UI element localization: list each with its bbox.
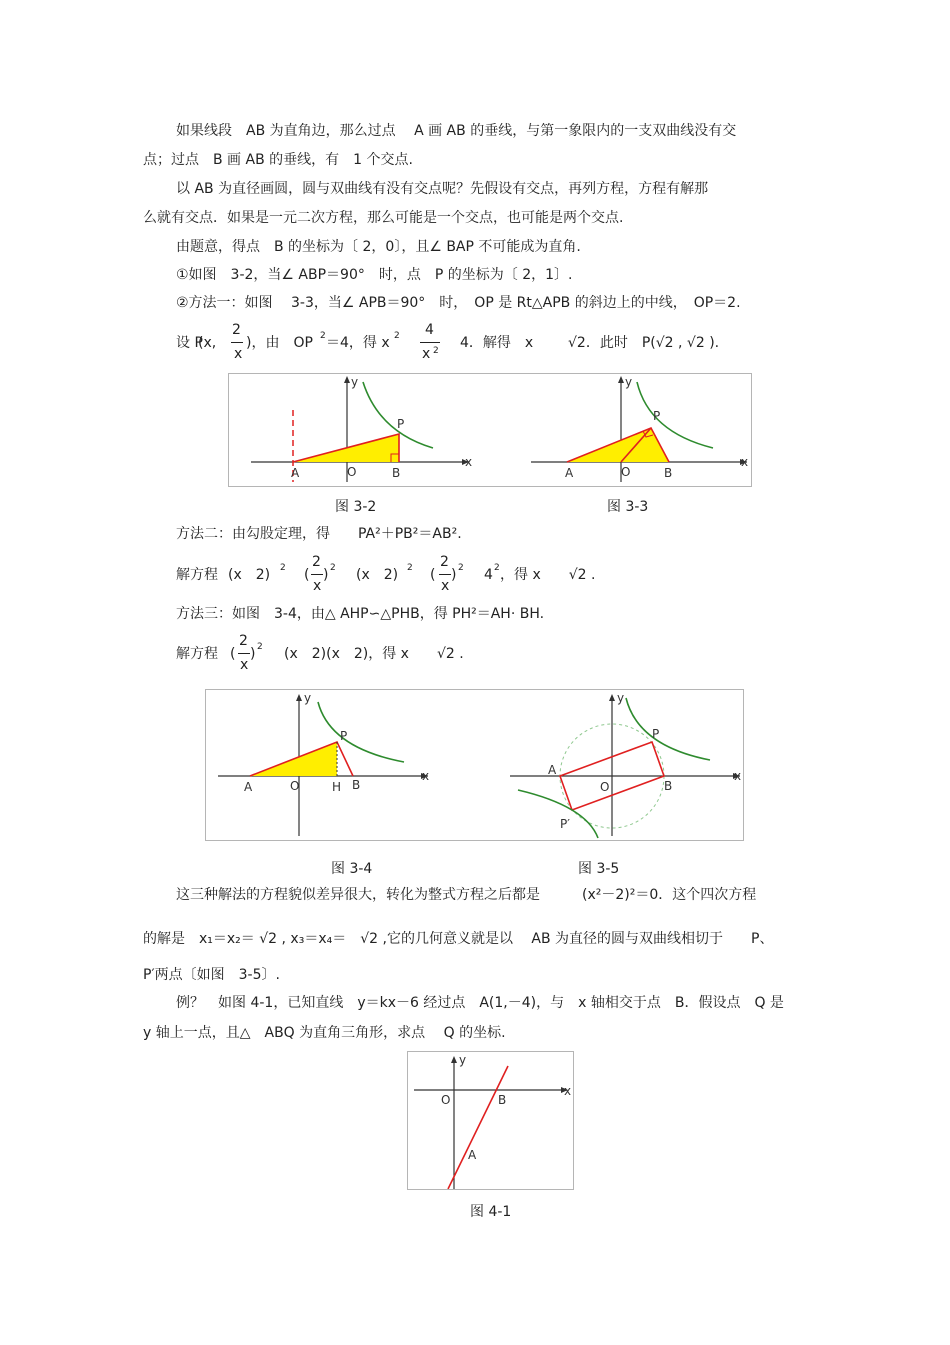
caption-fig-3-3: 图 3-3 xyxy=(607,499,649,515)
fraction-numerator: 2 xyxy=(440,554,449,570)
y-axis-arrow xyxy=(618,376,624,383)
fraction-denominator: x xyxy=(422,346,431,362)
caption-fig-4-1: 图 4-1 xyxy=(470,1204,512,1220)
label-y: y xyxy=(304,691,312,705)
caption-fig-3-5: 图 3-5 xyxy=(578,861,620,877)
caption-fig-3-2: 图 3-2 xyxy=(335,499,377,515)
formula-text: 解方程 xyxy=(176,646,218,662)
text-line-6: ①如图 3-2，当∠ ABP＝90° 时，点 P 的坐标为〔 2，1〕. xyxy=(176,267,573,283)
fraction-numerator: 2 xyxy=(239,633,248,649)
label-P: P xyxy=(340,729,348,743)
label-A: A xyxy=(291,466,300,480)
figure-3-2-3-3-drawing xyxy=(229,374,751,486)
text-line-n2: 的解是 x₁＝x₂＝ √2 , x₃＝x₄＝ √2 ,它的几何意义就是以 AB 为直径的圆与双曲线相切于 P、 xyxy=(143,931,774,947)
text-line-7: ②方法一：如图 3-3，当∠ APB＝90° 时， OP 是 Rt△APB 的斜边上的中线， OP＝2. xyxy=(176,295,741,311)
y-axis-arrow xyxy=(451,1056,457,1063)
superscript: 2 xyxy=(320,331,326,341)
text-method-2: 方法二：由勾股定理，得 PA²＋PB²＝AB². xyxy=(176,526,462,542)
label-y: y xyxy=(351,375,359,389)
figure-3-5 xyxy=(510,691,741,838)
label-x: x xyxy=(734,769,742,783)
label-P: P xyxy=(652,727,660,741)
label-A: A xyxy=(565,466,574,480)
superscript: 2 xyxy=(280,563,286,573)
label-H: H xyxy=(332,780,342,794)
figure-3-2-3-3 xyxy=(228,373,752,487)
hyperbola-branch-first xyxy=(626,698,710,760)
formula-text: )，由 OP xyxy=(246,335,313,351)
formula-text: ) xyxy=(250,646,256,662)
label-y: y xyxy=(459,1053,467,1067)
text-line-n5: y 轴上一点，且△ ABQ 为直角三角形，求点 Q 的坐标. xyxy=(143,1025,506,1041)
superscript: 2 xyxy=(433,346,439,356)
y-axis-arrow xyxy=(609,694,615,701)
figure-3-4 xyxy=(218,691,429,836)
label-x: x xyxy=(422,769,430,783)
label-P: P xyxy=(397,417,405,431)
label-B: B xyxy=(392,466,401,480)
formula-text: (x 2)(x 2)，得 x √2 . xyxy=(284,646,464,662)
formula-text: ( xyxy=(430,567,436,583)
fraction-denominator: x xyxy=(313,578,322,594)
label-x: x xyxy=(741,455,749,469)
fraction-numerator: 2 xyxy=(232,322,241,338)
formula-text: 4．解得 x xyxy=(460,335,534,351)
superscript: 2 xyxy=(494,563,500,573)
superscript: 2 xyxy=(458,563,464,573)
fraction-bar xyxy=(439,574,451,575)
label-B: B xyxy=(664,466,673,480)
label-O: O xyxy=(347,465,357,479)
label-B: B xyxy=(664,779,673,793)
formula-text: ) xyxy=(451,567,457,583)
formula-text: ( xyxy=(230,646,236,662)
formula-text: √2．此时 P(√2 , √2 ). xyxy=(568,335,720,351)
caption-fig-3-4: 图 3-4 xyxy=(331,861,373,877)
text-line-n3: P′两点〔如图 3-5〕. xyxy=(143,967,280,983)
figure-3-4-3-5 xyxy=(205,689,744,841)
formula-text: 4 xyxy=(484,567,493,583)
label-A: A xyxy=(548,763,557,777)
fraction-numerator: 2 xyxy=(312,554,321,570)
figure-3-4-3-5-drawing xyxy=(206,690,743,840)
label-O: O xyxy=(441,1093,451,1107)
formula-text: ，得 x √2 . xyxy=(500,567,596,583)
text-line-n4: 例？ 如图 4-1，已知直线 y＝kx－6 经过点 A(1,－4)，与 x 轴相交于点 B．假设点 Q 是 xyxy=(176,995,784,1011)
label-P-prime: P′ xyxy=(560,817,570,831)
label-O: O xyxy=(621,465,631,479)
label-O: O xyxy=(600,780,610,794)
label-x: x xyxy=(564,1084,572,1098)
text-line-4: 么就有交点．如果是一元二次方程，那么可能是一个交点，也可能是两个交点. xyxy=(143,210,624,226)
fraction-bar xyxy=(311,574,323,575)
formula-text: ( xyxy=(304,567,310,583)
formula-text: (x 2) xyxy=(228,567,271,583)
fraction-bar xyxy=(238,653,250,654)
line-y-kx-6 xyxy=(448,1066,508,1189)
superscript: 2 xyxy=(257,642,263,652)
formula-text: (x, xyxy=(198,335,217,351)
hyperbola-branch-third xyxy=(518,790,598,838)
text-line-3: 以 AB 为直径画圆，圆与双曲线有没有交点呢？先假设有交点，再列方程，方程有解那 xyxy=(176,181,709,197)
formula-text: ) xyxy=(323,567,329,583)
text-line-n1: 这三种解法的方程貌似差异很大，转化为整式方程之后都是 (x²－2)²＝0．这个四次方程 xyxy=(176,887,757,903)
label-A: A xyxy=(244,780,253,794)
y-axis-arrow xyxy=(296,694,302,701)
superscript: 2 xyxy=(330,563,336,573)
fraction-denominator: x xyxy=(240,657,249,673)
formula-text: 解方程 xyxy=(176,567,218,583)
figure-3-3 xyxy=(531,375,748,482)
label-A: A xyxy=(468,1148,477,1162)
formula-text: 设 P xyxy=(176,335,203,351)
fraction-bar xyxy=(231,342,243,343)
superscript: 2 xyxy=(407,563,413,573)
label-B: B xyxy=(498,1093,507,1107)
label-O: O xyxy=(290,779,300,793)
label-x: x xyxy=(465,455,473,469)
figure-4-1-drawing xyxy=(408,1052,573,1189)
formula-text: (x 2) xyxy=(356,567,399,583)
label-B: B xyxy=(352,778,361,792)
formula-text: ＝4，得 x xyxy=(326,335,390,351)
label-y: y xyxy=(617,691,625,705)
text-line-2: 点；过点 B 画 AB 的垂线，有 1 个交点. xyxy=(143,152,413,168)
text-line-1: 如果线段 AB 为直角边，那么过点 A 画 AB 的垂线，与第一象限内的一支双曲线没有交 xyxy=(176,123,737,139)
text-line-5: 由题意，得点 B 的坐标为〔 2，0〕，且∠ BAP 不可能成为直角. xyxy=(176,239,581,255)
y-axis-arrow xyxy=(344,376,350,383)
fraction-denominator: x xyxy=(234,346,243,362)
fraction-denominator: x xyxy=(441,578,450,594)
label-y: y xyxy=(625,375,633,389)
label-P: P xyxy=(653,409,661,423)
superscript: 2 xyxy=(394,331,400,341)
text-method-3: 方法三：如图 3-4，由△ AHP∽△PHB，得 PH²＝AH· BH. xyxy=(176,606,545,622)
fraction-numerator: 4 xyxy=(425,322,434,338)
figure-3-2 xyxy=(251,375,472,482)
figure-4-1 xyxy=(407,1051,574,1190)
